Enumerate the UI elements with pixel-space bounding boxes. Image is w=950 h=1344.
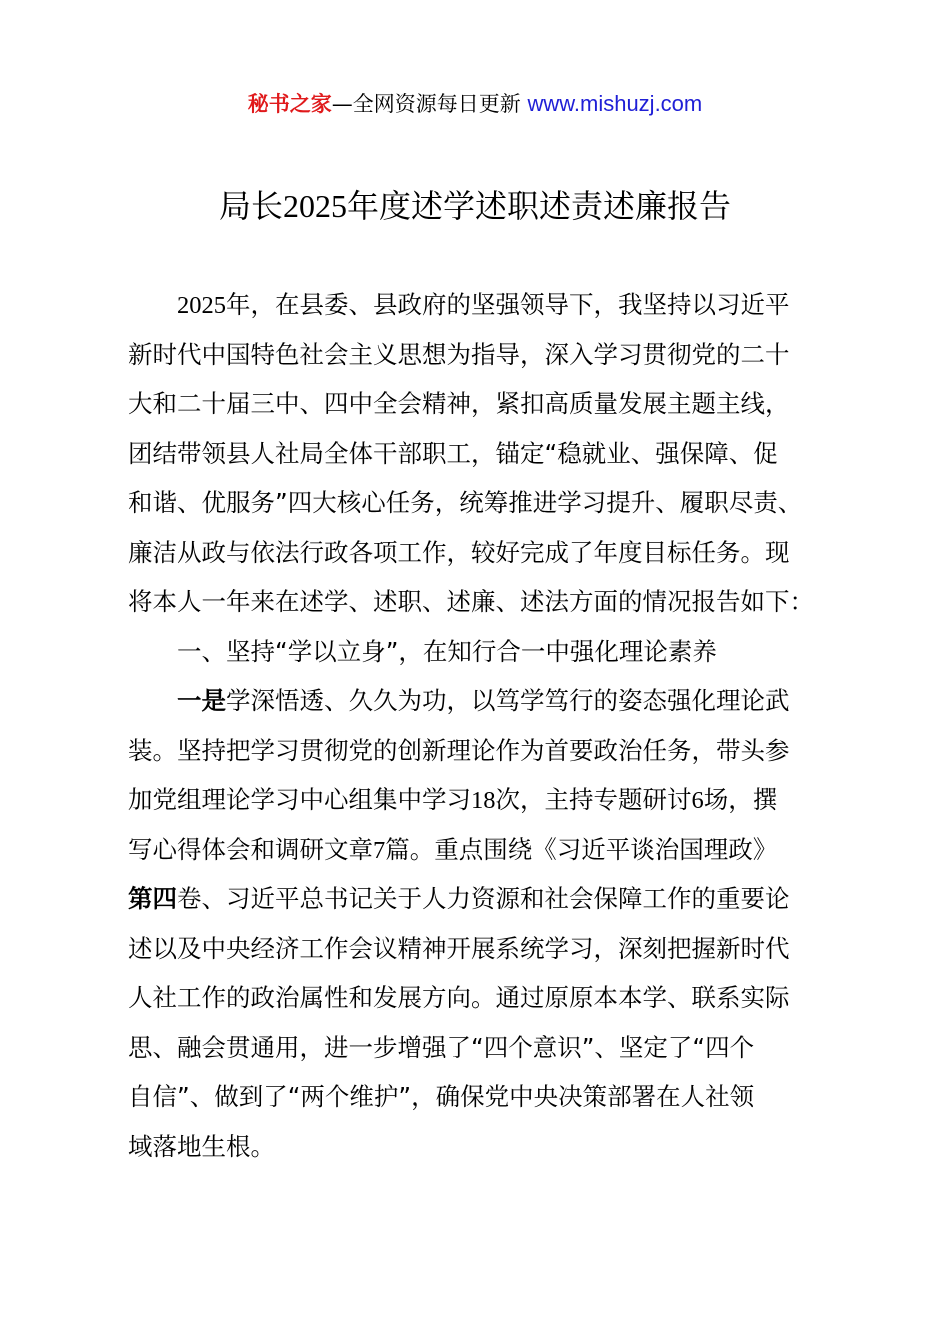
title-suffix: 年度述学述职述责述廉报告 <box>347 187 732 225</box>
paragraph-line <box>128 874 848 924</box>
paragraph-line: 人社工作的政治属性和发展方向。通过原原本本学、联系实际 <box>128 983 790 1012</box>
paragraph-line: 域落地生根。 <box>128 1131 275 1161</box>
header-tagline: —全网资源每日更新 <box>331 92 528 116</box>
paragraph-line: 大和二十届三中、四中全会精神，紧扣高质量发展主题主线， <box>128 389 790 418</box>
intro-year: 2025 <box>177 292 226 319</box>
line-segment: 卷、习近平总书记关于人力资源和社会保障工作的重要论 <box>177 884 790 913</box>
site-header <box>0 86 950 122</box>
paragraph-line <box>128 280 848 330</box>
title-prefix: 局长 <box>218 187 283 225</box>
volume-marker: 第四 <box>128 884 177 913</box>
paragraph-line: 和谐、优服务”四大核心任务，统筹推进学习提升、履职尽责、 <box>128 488 803 517</box>
point-line-text: 学深悟透、久久为功，以笃学笃行的姿态强化理论武 <box>226 686 790 715</box>
paragraph-line: 自信”、做到了“两个维护”，确保党中央决策部署在人社领 <box>128 1082 755 1111</box>
paragraph-line <box>128 825 848 875</box>
point-marker: 一是 <box>177 686 226 715</box>
paragraph-line: 团结带领县人社局全体干部职工，锚定“稳就业、强保障、促 <box>128 438 778 468</box>
line-segment: 加党组理论学习中心组集中学习 <box>128 785 471 814</box>
paragraph-line: 装。坚持把学习贯彻党的创新理论作为首要政治任务，带头参 <box>128 735 790 765</box>
line-segment: 场，撰 <box>703 785 778 814</box>
paragraph-line <box>128 775 848 825</box>
brand-name: 秘书之家 <box>247 92 332 116</box>
site-url-link[interactable]: www.mishuzj.com <box>527 91 703 116</box>
seminar-count: 6 <box>691 787 704 814</box>
paragraph-line: 廉洁从政与依法行政各项工作，较好完成了年度目标任务。现 <box>128 537 790 567</box>
study-count: 18 <box>471 787 496 814</box>
title-year: 2025 <box>283 188 347 224</box>
paragraph-line: 思、融会贯通用，进一步增强了“四个意识”、坚定了“四个 <box>128 1032 755 1062</box>
line-segment: 次，主持专题研讨 <box>495 785 692 814</box>
document-title <box>0 181 950 231</box>
article-count: 7 <box>373 836 386 864</box>
paragraph-line: 将本人一年来在述学、述职、述廉、述法方面的情况报告如下： <box>128 587 814 616</box>
intro-line-text: 年，在县委、县政府的坚强领导下，我坚持以习近平 <box>226 290 790 319</box>
paragraph-line: 述以及中央经济工作会议精神开展系统学习，深刻把握新时代 <box>128 933 790 963</box>
paragraph-line <box>128 676 848 726</box>
document-body <box>128 280 848 1171</box>
line-segment: 写心得体会和调研文章 <box>128 834 373 864</box>
section-heading: 一、坚持“学以立身”，在知行合一中强化理论素养 <box>177 636 717 666</box>
line-segment: 篇。重点围绕《习近平谈治国理政》 <box>385 834 778 864</box>
paragraph-line: 新时代中国特色社会主义思想为指导，深入学习贯彻党的二十 <box>128 339 790 369</box>
